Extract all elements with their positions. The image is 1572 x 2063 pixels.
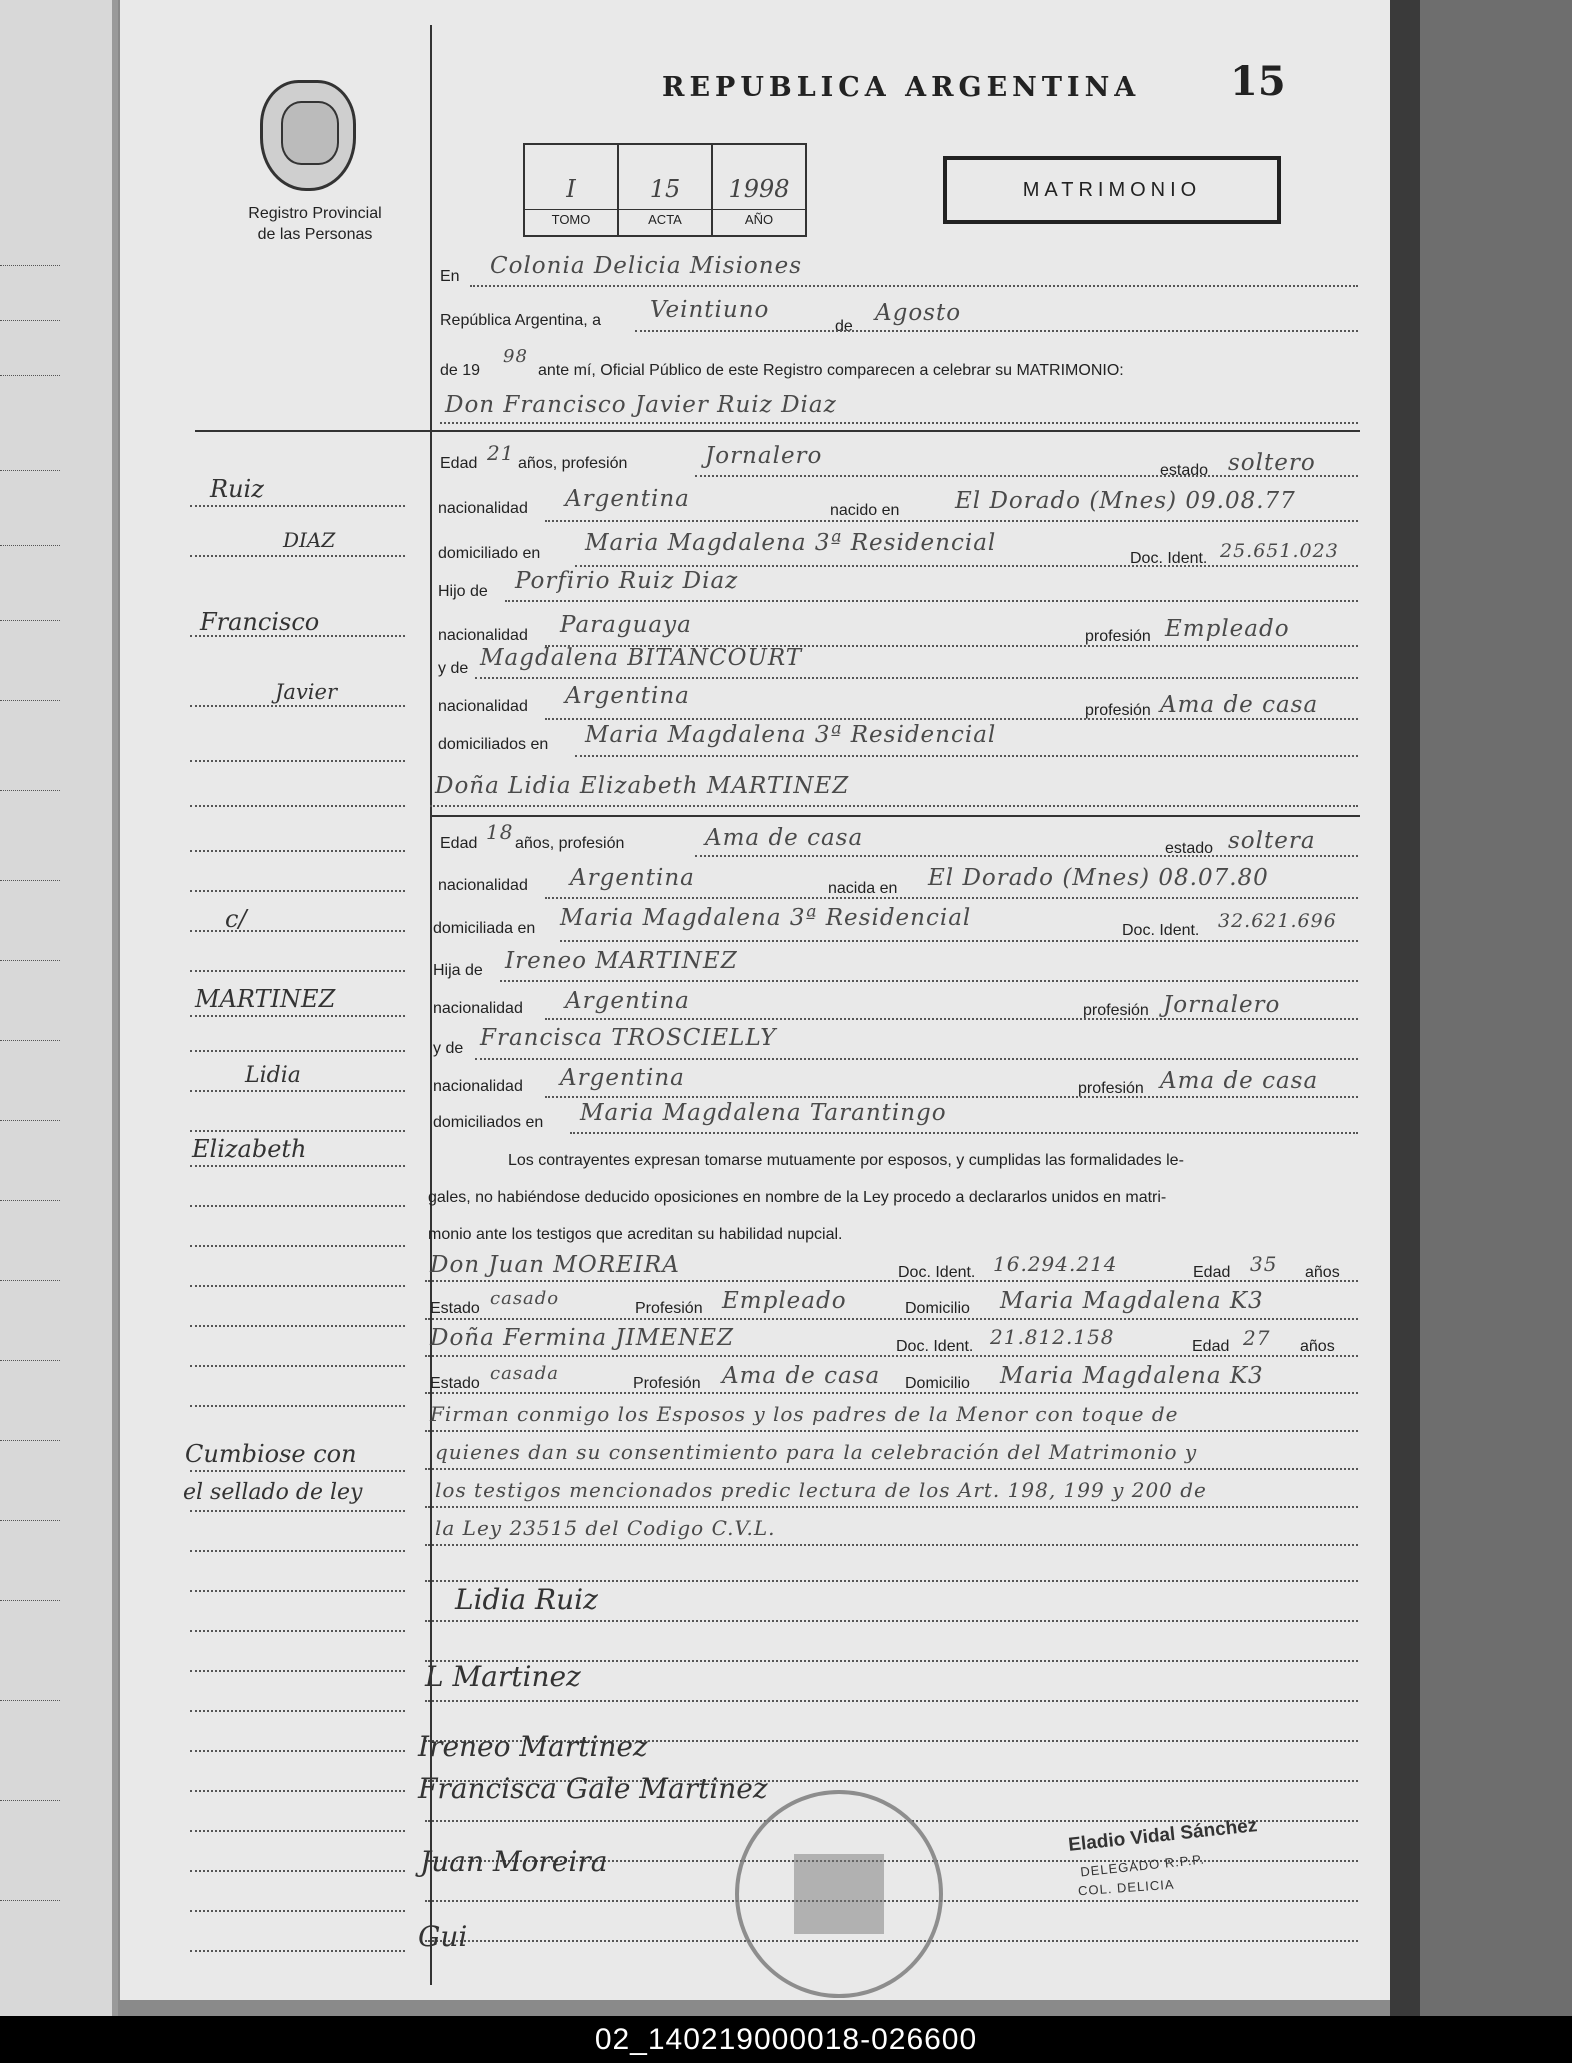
margin-groom-name-2: Javier (275, 680, 337, 704)
groom-address-label: domiciliado en (438, 545, 541, 562)
republica-label: República Argentina, a (440, 312, 601, 329)
bride-nationality: Argentina (570, 865, 695, 891)
groom-mother-profession: Ama de casa (1160, 692, 1319, 718)
declaration-text: ante mí, Oficial Público de este Registro comparecen a celebrar su MATRIMONIO: (538, 362, 1124, 379)
record-type-box: MATRIMONIO (943, 156, 1281, 224)
year-prefix: de 19 (440, 362, 481, 379)
statement-line-3: monio ante los testigos que acreditan su habilidad nupcial. (428, 1226, 843, 1243)
groom-full-name: Don Francisco Javier Ruiz Diaz (445, 392, 837, 418)
witness-2-age-label: Edad (1192, 1338, 1230, 1355)
witness-1-status-label: Estado (430, 1300, 480, 1317)
groom-father-profession: Empleado (1165, 616, 1290, 642)
witness-2-doc: 21.812.158 (990, 1325, 1115, 1349)
bride-mother-profession: Ama de casa (1160, 1068, 1319, 1094)
note-line-3: los testigos mencionados predic lectura de los Art. 198, 199 y 200 de (435, 1478, 1207, 1502)
groom-mother-nationality: Argentina (565, 683, 690, 709)
previous-page-edge (0, 0, 118, 2016)
bride-birth: El Dorado (Mnes) 08.07.80 (928, 865, 1269, 891)
witness-1-address: Maria Magdalena K3 (1000, 1288, 1264, 1314)
groom-nationality: Argentina (565, 486, 690, 512)
official-name: Eladio Vidal Sánchez (1067, 1815, 1259, 1856)
tomo-value: I (566, 175, 576, 203)
margin-bride-name-2: Elizabeth (192, 1135, 307, 1163)
bride-birth-label: nacida en (828, 880, 898, 897)
note-line-2: quienes dan su consentimiento para la celebración del Matrimonio y (435, 1440, 1198, 1464)
bride-father-profession-label: profesión (1083, 1002, 1149, 1019)
signature-bride-father: Ireneo Martinez (418, 1730, 648, 1763)
groom-doc-label: Doc. Ident. (1130, 550, 1208, 567)
country-title: REPUBLICA ARGENTINA (662, 72, 1141, 103)
bride-mother-label: y de (433, 1040, 464, 1057)
witness-1-profession: Empleado (722, 1288, 847, 1314)
groom-profession: Jornalero (705, 443, 823, 469)
record-number-box (523, 143, 807, 237)
margin-groom-name-1: Francisco (200, 608, 320, 636)
groom-mother-profession-label: profesión (1085, 702, 1151, 719)
signature-groom: Lidia Ruiz (455, 1583, 598, 1616)
book-binding (1390, 0, 1420, 2016)
bride-parents-address-label: domiciliados en (433, 1114, 544, 1131)
margin-bride-surname: MARTINEZ (195, 985, 336, 1013)
bride-mother: Francisca TROSCIELLY (480, 1025, 777, 1051)
bride-profession-label: años, profesión (515, 835, 625, 852)
witness-2-age: 27 (1243, 1326, 1271, 1350)
groom-status-label: estado (1160, 462, 1209, 479)
bride-father-label: Hija de (433, 962, 483, 979)
image-id-footer: 02_140219000018-026600 (0, 2016, 1572, 2063)
groom-birth: El Dorado (Mnes) 09.08.77 (955, 488, 1296, 514)
witness-2-address: Maria Magdalena K3 (1000, 1363, 1264, 1389)
bride-mother-profession-label: profesión (1078, 1080, 1144, 1097)
margin-groom-surname-2: DIAZ (283, 528, 336, 552)
place-value: Colonia Delicia Misiones (490, 253, 803, 279)
witness-2-status-label: Estado (430, 1375, 480, 1392)
bride-father: Ireneo MARTINEZ (505, 948, 738, 974)
bride-mother-nationality-label: nacionalidad (433, 1078, 523, 1095)
groom-father-profession-label: profesión (1085, 628, 1151, 645)
groom-parents-address: Maria Magdalena 3ª Residencial (585, 722, 997, 748)
signature-bride: L Martinez (425, 1660, 581, 1693)
signature-witness-2: Gui (418, 1920, 468, 1953)
witness-1-address-label: Domicilio (905, 1300, 970, 1317)
acta-label: ACTA (619, 209, 711, 227)
groom-doc: 25.651.023 (1220, 540, 1339, 562)
en-label: En (440, 268, 460, 285)
margin-groom-surname-1: Ruiz (210, 475, 264, 503)
registry-name: Registro Provincial de las Personas (248, 205, 382, 243)
bride-profession: Ama de casa (705, 825, 864, 851)
anio-label: AÑO (713, 209, 805, 227)
margin-sellado-line-1: Cumbiose con (185, 1440, 357, 1468)
bride-parents-address: Maria Magdalena Tarantingo (580, 1100, 947, 1126)
witness-2-profession-label: Profesión (633, 1375, 701, 1392)
official-place: COL. DELICIA (1077, 1876, 1175, 1899)
groom-status: soltero (1228, 450, 1316, 476)
witness-1-doc-label: Doc. Ident. (898, 1264, 976, 1281)
bride-doc: 32.621.696 (1218, 910, 1337, 932)
bride-address: Maria Magdalena 3ª Residencial (560, 905, 972, 931)
groom-father: Porfirio Ruiz Diaz (515, 568, 739, 594)
bride-full-name: Doña Lidia Elizabeth MARTINEZ (435, 773, 850, 799)
statement-line-1: Los contrayentes expresan tomarse mutuamente por esposos, y cumplidas las formalidades le- (508, 1152, 1184, 1169)
groom-mother: Magdalena BITANCOURT (480, 645, 803, 671)
bride-age-label: Edad (440, 835, 478, 852)
bride-address-label: domiciliada en (433, 920, 536, 937)
groom-father-label: Hijo de (438, 583, 488, 600)
groom-age: 21 (487, 441, 515, 465)
witness-1-status: casado (490, 1288, 560, 1309)
bride-mother-nationality: Argentina (560, 1065, 685, 1091)
witness-2-doc-label: Doc. Ident. (896, 1338, 974, 1355)
statement-line-2: gales, no habiéndose deducido oposiciones en nombre de la Ley procedo a declararlos unidos en matri- (428, 1189, 1167, 1206)
bride-father-profession: Jornalero (1163, 992, 1281, 1018)
official-title: DELEGADO R.P.P. (1079, 1851, 1206, 1880)
groom-age-label: Edad (440, 455, 478, 472)
witness-2-years-label: años (1300, 1338, 1335, 1355)
witness-1-years-label: años (1305, 1264, 1340, 1281)
section-rule-bride (430, 815, 1360, 817)
groom-birth-label: nacido en (830, 502, 900, 519)
groom-nationality-label: nacionalidad (438, 500, 528, 517)
witness-1-profession-label: Profesión (635, 1300, 703, 1317)
groom-parents-address-label: domiciliados en (438, 736, 549, 753)
year-suffix: 98 (503, 346, 528, 367)
groom-father-nationality-label: nacionalidad (438, 627, 528, 644)
margin-connector: c/ (225, 905, 247, 933)
de-label: de (835, 318, 853, 335)
witness-2-address-label: Domicilio (905, 1375, 970, 1392)
witness-2-status: casada (490, 1363, 560, 1384)
acta-value: 15 (649, 175, 681, 203)
bride-doc-label: Doc. Ident. (1122, 922, 1200, 939)
groom-address: Maria Magdalena 3ª Residencial (585, 530, 997, 556)
provincial-emblem-icon (260, 80, 356, 191)
bride-father-nationality: Argentina (565, 988, 690, 1014)
groom-mother-label: y de (438, 660, 469, 677)
witness-1-age: 35 (1250, 1252, 1278, 1276)
signature-bride-mother: Francisca Gale Martinez (418, 1772, 768, 1805)
day-value: Veintiuno (650, 297, 770, 323)
page-number: 15 (1230, 58, 1286, 105)
book-cover-edge (1420, 0, 1572, 2016)
signature-witness-1: Juan Moreira (420, 1845, 608, 1878)
tomo-label: TOMO (525, 209, 617, 227)
bride-father-nationality-label: nacionalidad (433, 1000, 523, 1017)
bride-status: soltera (1228, 828, 1316, 854)
bride-status-label: estado (1165, 840, 1214, 857)
bride-nationality-label: nacionalidad (438, 877, 528, 894)
section-rule-groom (195, 430, 1360, 432)
groom-father-nationality: Paraguaya (560, 612, 692, 638)
margin-bride-name-1: Lidia (245, 1063, 301, 1088)
official-seal-stamp (735, 1790, 943, 1998)
witness-2-profession: Ama de casa (722, 1363, 881, 1389)
note-line-4: la Ley 23515 del Codigo C.V.L. (435, 1516, 776, 1540)
month-value: Agosto (875, 300, 962, 326)
anio-value: 1998 (728, 175, 790, 203)
witness-2-name: Doña Fermina JIMENEZ (430, 1325, 734, 1351)
witness-1-name: Don Juan MOREIRA (430, 1252, 680, 1278)
bride-age: 18 (486, 820, 514, 844)
margin-sellado-line-2: el sellado de ley (183, 1480, 363, 1505)
witness-1-age-label: Edad (1193, 1264, 1231, 1281)
note-line-1: Firman conmigo los Esposos y los padres de la Menor con toque de (430, 1402, 1179, 1426)
groom-profession-label: años, profesión (518, 455, 628, 472)
witness-1-doc: 16.294.214 (993, 1252, 1118, 1276)
groom-mother-nationality-label: nacionalidad (438, 698, 528, 715)
